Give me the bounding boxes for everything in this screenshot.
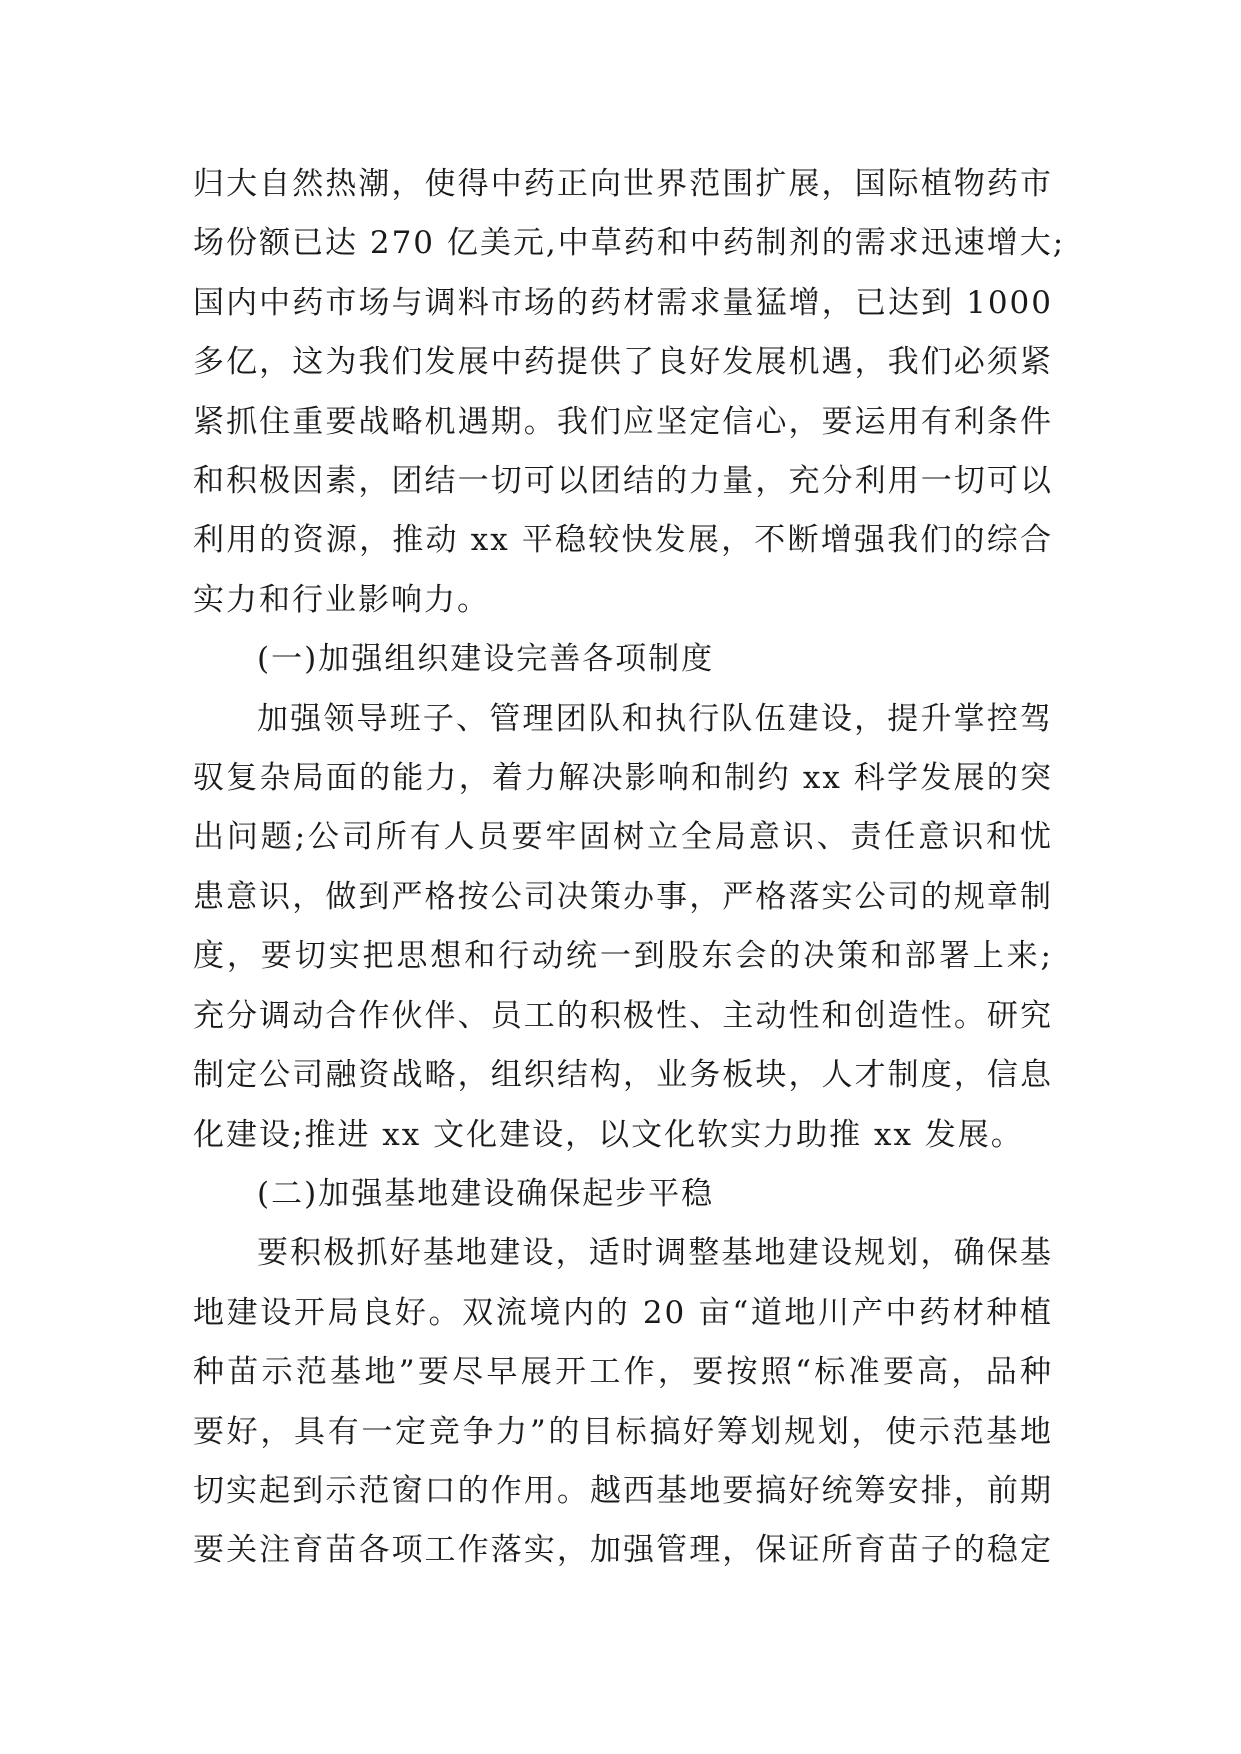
text-line: 度，要切实把思想和行动统一到股东会的决策和部署上来; (193, 938, 1053, 975)
text-line: 制定公司融资战略，组织结构，业务板块，人才制度，信息 (193, 1057, 1053, 1094)
text-line: 要积极抓好基地建设，适时调整基地建设规划，确保基 (257, 1235, 1053, 1272)
section-heading-organization: (一)加强组织建设完善各项制度 (257, 641, 715, 678)
text-line: 驭复杂局面的能力，着力解决影响和制约 xx 科学发展的突 (193, 760, 1053, 797)
text-line: 切实起到示范窗口的作用。越西基地要搞好统筹安排，前期 (193, 1472, 1053, 1509)
section-heading-base: (二)加强基地建设确保起步平稳 (257, 1175, 715, 1212)
text-line: 加强领导班子、管理团队和执行队伍建设，提升掌控驾 (257, 700, 1053, 737)
text-line: 地建设开局良好。双流境内的 20 亩“道地川产中药材种植 (193, 1294, 1053, 1331)
paragraph-base (193, 1224, 1053, 1580)
text-line: 要好，具有一定竞争力”的目标搞好筹划规划，使示范基地 (193, 1413, 1053, 1450)
text-line: 要关注育苗各项工作落实，加强管理，保证所育苗子的稳定 (193, 1532, 1053, 1569)
text-line: 化建设;推进 xx 文化建设，以文化软实力助推 xx 发展。 (193, 1116, 1024, 1153)
text-line: 出问题;公司所有人员要牢固树立全局意识、责任意识和忧 (193, 819, 1053, 856)
text-line: 归大自然热潮，使得中药正向世界范围扩展，国际植物药市 (193, 166, 1053, 202)
text-line: 和积极因素，团结一切可以团结的力量，充分利用一切可以 (193, 463, 1053, 500)
text-line: 种苗示范基地”要尽早展开工作，要按照“标准要高，品种 (193, 1354, 1053, 1391)
document-body (193, 155, 1066, 1581)
text-line: 实力和行业影响力。 (193, 581, 490, 618)
text-line: 场份额已达 270 亿美元,中草药和中药制剂的需求迅速增大; (193, 225, 1066, 262)
text-line: 患意识，做到严格按公司决策办事，严格落实公司的规章制 (193, 878, 1053, 915)
text-line: 利用的资源，推动 xx 平稳较快发展，不断增强我们的综合 (193, 522, 1053, 559)
text-line: 紧抓住重要战略机遇期。我们应坚定信心，要运用有利条件 (193, 403, 1053, 440)
text-line: 多亿，这为我们发展中药提供了良好发展机遇，我们必须紧 (193, 344, 1053, 381)
paragraph-organization (193, 690, 1053, 1165)
text-line: 国内中药市场与调料市场的药材需求量猛增，已达到 1000 (193, 284, 1053, 321)
paragraph-continued-market (193, 155, 1066, 630)
text-line: 充分调动合作伙伴、员工的积极性、主动性和创造性。研究 (193, 997, 1053, 1034)
